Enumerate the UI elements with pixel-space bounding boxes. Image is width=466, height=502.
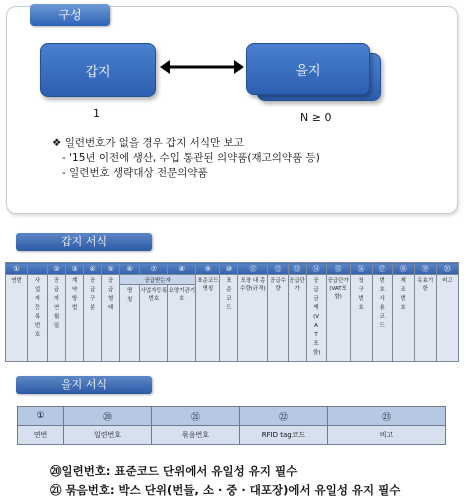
column-label: 공급수량	[268, 275, 288, 362]
table-header-row	[6, 263, 459, 275]
gabji-format-header: 갑지 서식	[16, 233, 152, 251]
eulji-cardinality: N ≥ 0	[300, 111, 332, 124]
gabji-format-table	[5, 262, 459, 362]
column-label: 공급형태	[102, 275, 120, 362]
column-label: 비고	[436, 275, 458, 362]
column-label: 일련번호	[64, 426, 152, 445]
gabji-box-label: 갑지	[85, 64, 111, 80]
column-number: ⑯	[350, 263, 372, 275]
column-number: ⑳	[64, 407, 152, 426]
column-label: 계약방법	[66, 275, 84, 362]
column-number: ⑬	[288, 263, 306, 275]
column-label: 사업자등록번호	[140, 285, 168, 362]
column-number: ⑥	[120, 263, 140, 275]
merged-header: 공급받는자	[120, 275, 196, 285]
column-label: 번호사용코드	[372, 275, 392, 362]
column-label: 청구번호	[350, 275, 372, 362]
column-label: 유효기한	[414, 275, 436, 362]
note-line: - '15년 이전에 생산, 수입 통관된 의약품(재고의약품 등)	[62, 152, 320, 164]
eulji-format-header: 을지 서식	[16, 376, 152, 394]
eulji-format-table	[17, 406, 446, 445]
gabji-box	[40, 43, 156, 97]
table-row	[18, 426, 446, 445]
composition-header: 구성	[30, 4, 110, 26]
column-label: 묶음번호	[152, 426, 240, 445]
notes	[52, 136, 320, 181]
column-number: ⑲	[414, 263, 436, 275]
column-label: 공급금액(VAT포함)	[306, 275, 326, 362]
column-number: ②	[48, 263, 66, 275]
column-label: 공급단가	[288, 275, 306, 362]
note-line: ❖ 일련번호가 없을 경우 갑지 서식만 보고	[52, 137, 244, 149]
column-number: ⑧	[168, 263, 196, 275]
column-number: ③	[66, 263, 84, 275]
column-number: ⑫	[268, 263, 288, 275]
column-number: ⑪	[238, 263, 268, 275]
column-number: ⑨	[196, 263, 220, 275]
column-number: ⑭	[306, 263, 326, 275]
column-number: ④	[84, 263, 102, 275]
eulji-box	[246, 43, 370, 95]
column-label: 연번	[6, 275, 28, 362]
column-label: 공급단가(VAT포함)	[326, 275, 350, 362]
column-label: 포장 내 총수량(규격)	[238, 275, 268, 362]
column-label: 공급자연월일	[48, 275, 66, 362]
column-label: 제조번호	[392, 275, 414, 362]
column-number: ⑤	[102, 263, 120, 275]
column-label: 요양기관기호	[168, 285, 196, 362]
column-number: ㉑	[152, 407, 240, 426]
footer-line: ㉑ 묶음번호: 박스 단위(번들, 소 · 중 · 대포장)에서 유일성 유지 필수	[50, 483, 401, 497]
gabji-cardinality: 1	[93, 107, 100, 120]
column-number: ①	[18, 407, 64, 426]
column-label: 사업자등록번호	[28, 275, 48, 362]
eulji-box-label: 을지	[295, 63, 321, 79]
column-label: 표준코드	[220, 275, 238, 362]
double-arrow-icon	[160, 58, 244, 76]
column-label: RFID tag코드	[240, 426, 328, 445]
note-line: - 일련번호 생략대상 전문의약품	[62, 167, 208, 179]
composition-panel	[6, 6, 458, 214]
column-label: 표준코드명칭	[196, 275, 220, 362]
column-label: 연번	[18, 426, 64, 445]
column-number: ①	[6, 263, 28, 275]
footer-line: ⑳일련번호: 표준코드 단위에서 유일성 유지 필수	[50, 464, 298, 478]
column-number: ⑮	[326, 263, 350, 275]
column-number: ⑦	[140, 263, 168, 275]
table-header-row	[18, 407, 446, 426]
column-number: ⑩	[220, 263, 238, 275]
column-label: 비고	[328, 426, 446, 445]
column-label: 공급구분	[84, 275, 102, 362]
column-number: ㉓	[328, 407, 446, 426]
column-label: 명칭	[120, 285, 140, 362]
column-number: ⑱	[392, 263, 414, 275]
column-number: ㉒	[240, 407, 328, 426]
column-number: ⑳	[436, 263, 458, 275]
footer-notes	[50, 462, 400, 500]
column-number: ⑰	[372, 263, 392, 275]
